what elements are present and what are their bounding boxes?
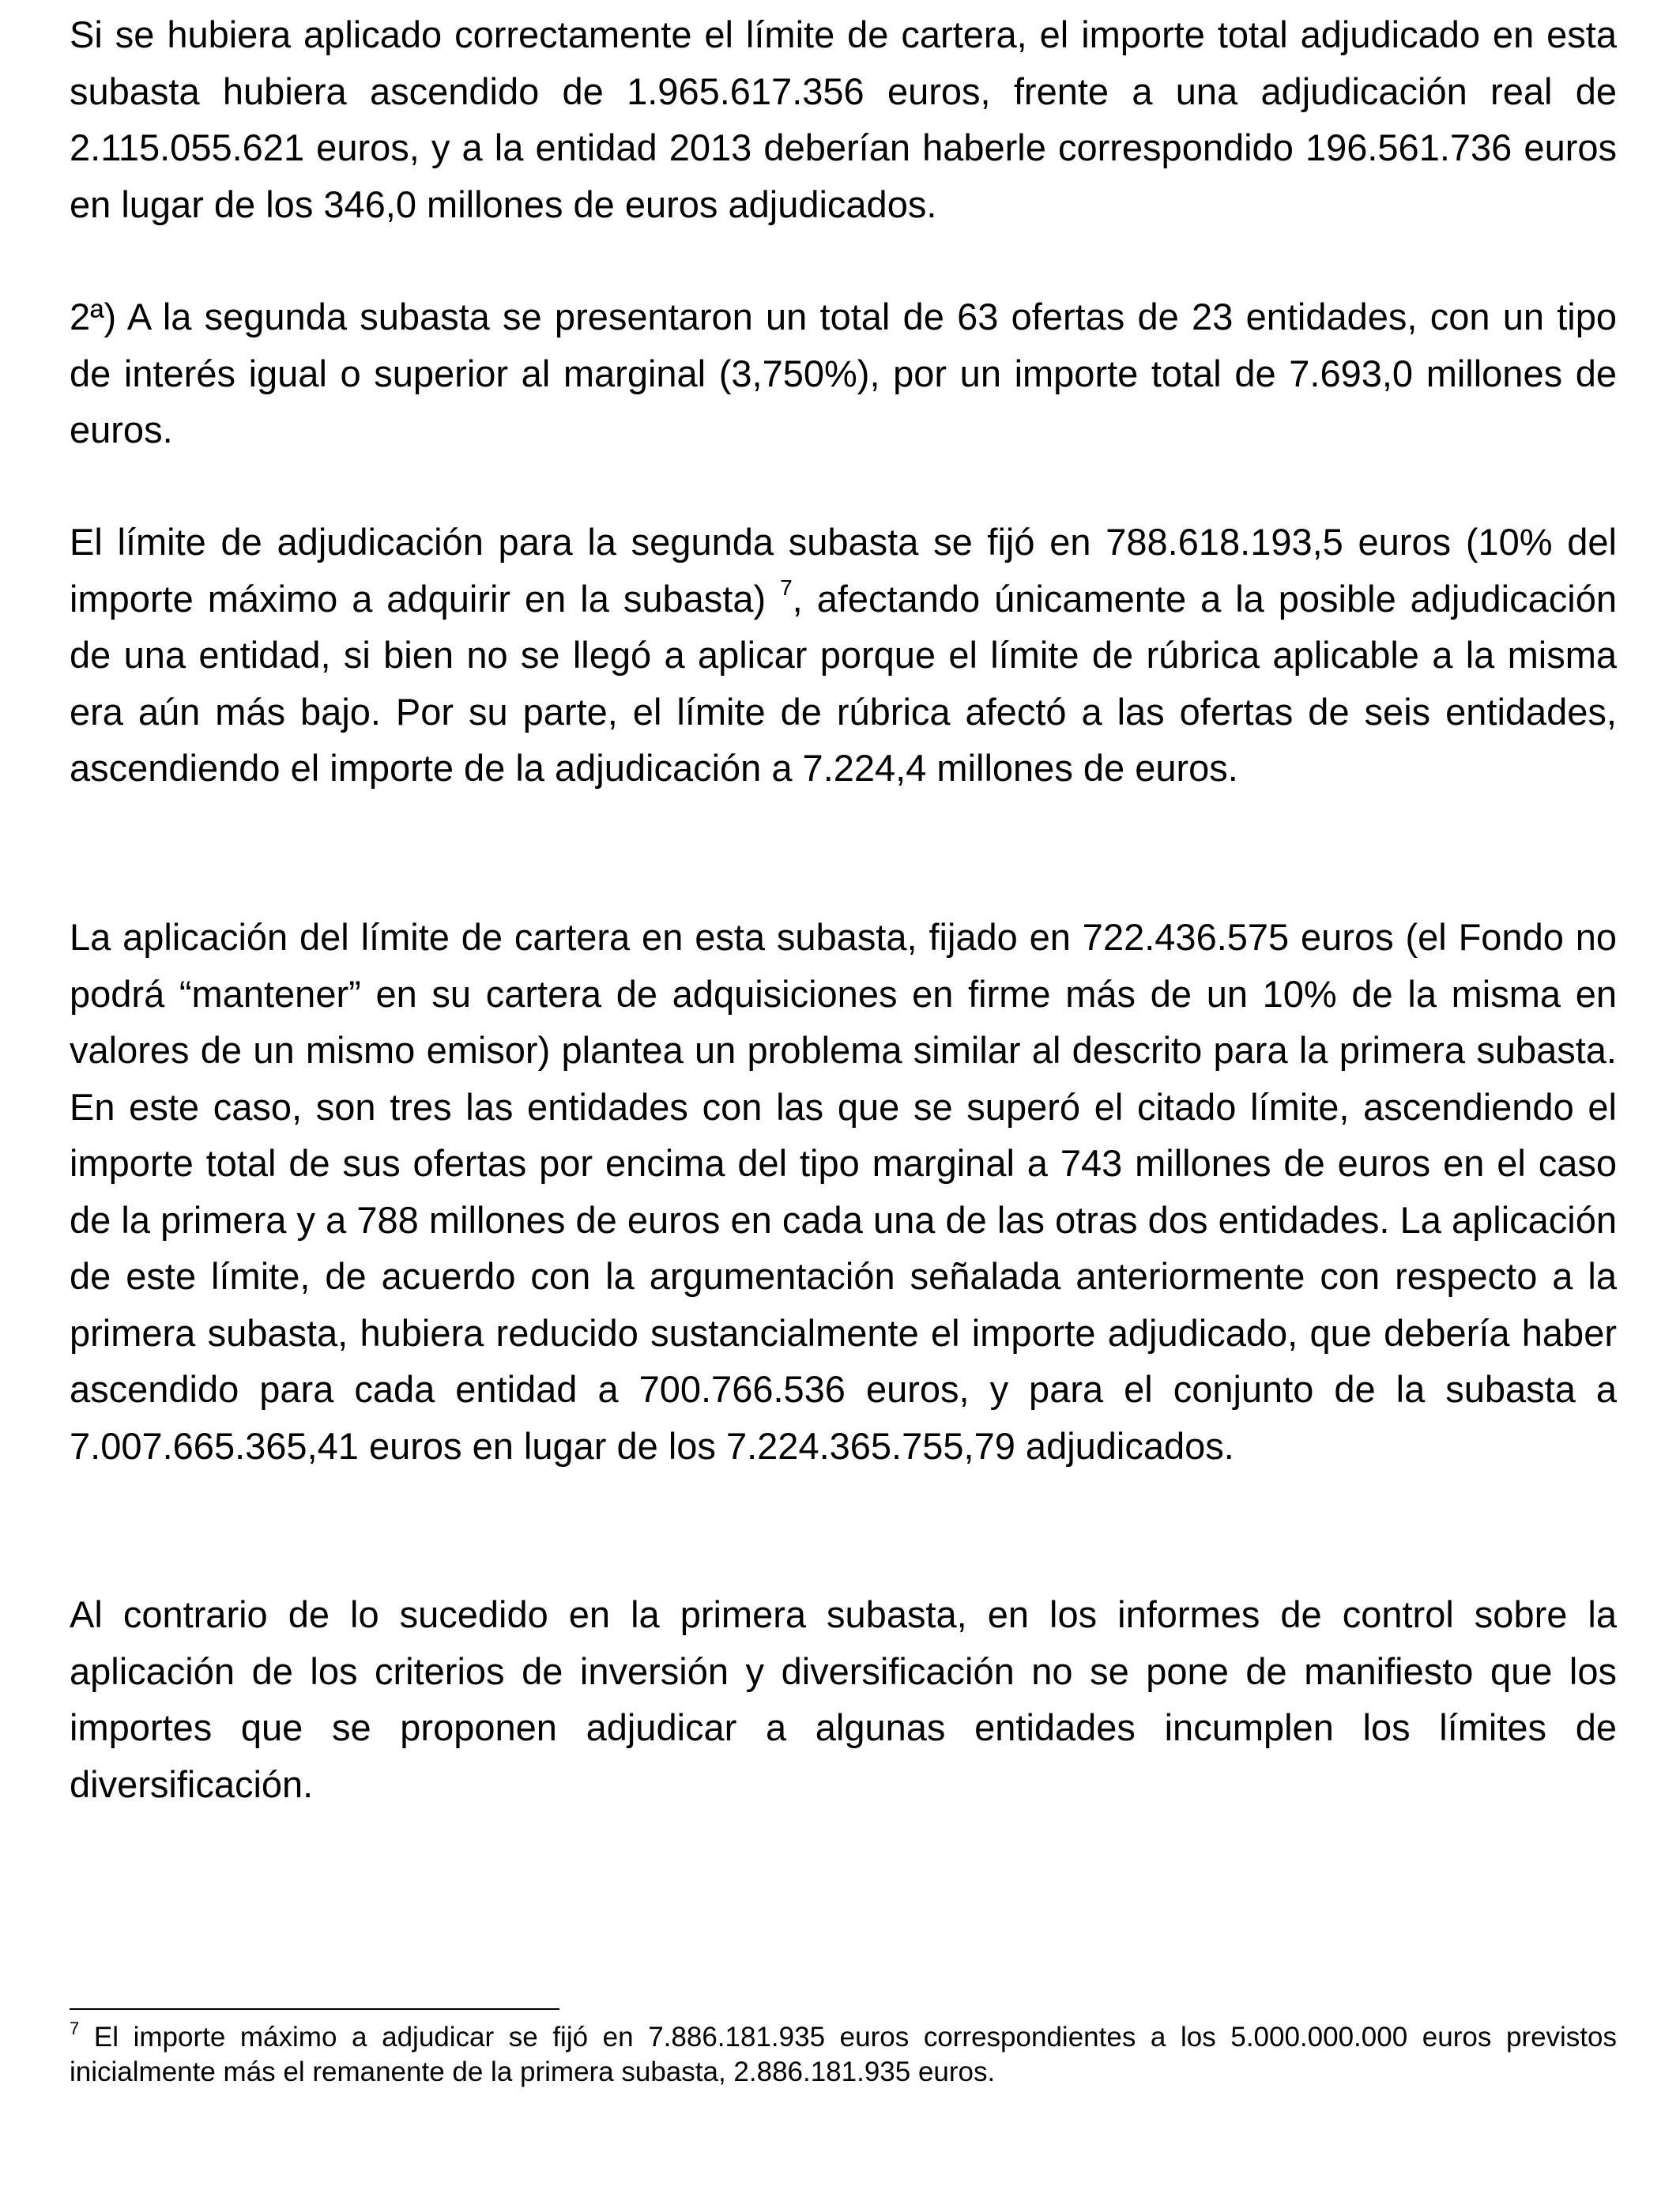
paragraph-adjudication-limit-text-a: El límite de adjudicación para la segunda subasta se fijó en 788.618.193,5 euros (10% del importe máximo a adquirir en la subasta) <box>70 521 1617 620</box>
footnote-number: 7 <box>70 2019 80 2039</box>
paragraph-portfolio-limit-second-auction: La aplicación del límite de cartera en esta subasta, fijado en 722.436.575 euros (el Fondo no podrá “mantener” en su cartera de adquisiciones en firme más de un 10% de la misma en valores de un mismo emisor) plantea un problema similar al descrito para la primera subasta. En este caso, son tres las entidades con las que se superó el citado límite, ascendiendo el importe total de sus ofertas por encima del tipo marginal a 743 millones de euros en el caso de la primera y a 788 millones de euros en cada una de las otras dos entidades. La aplicación de este límite, de acuerdo con la argumentación señalada anteriormente con respecto a la primera subasta, hubiera reducido sustancialmente el importe adjudicado, que debería haber ascendido para cada entidad a 700.766.536 euros, y para el conjunto de la subasta a 7.007.665.365,41 euros en lugar de los 7.224.365.755,79 adjudicados. <box>70 916 1617 1467</box>
paragraph-adjudication-limit-text-b: , afectando únicamente a la posible adjudicación de una entidad, si bien no se llegó a aplicar porque el límite de rúbrica aplicable a la misma era aún más bajo. Por su parte, el límite de rúbrica afectó a las ofertas de seis entidades, ascendiendo el importe de la adjudicación a 7.224,4 millones de euros. <box>70 577 1617 789</box>
paragraph-portfolio-limit-first-auction: Si se hubiera aplicado correctamente el límite de cartera, el importe total adjudicado en esta subasta hubiera ascendido de 1.965.617.356 euros, frente a una adjudicación real de 2.115.055.621 euros, y a la entidad 2013 deberían haberle correspondido 196.561.736 euros en lugar de los 346,0 millones de euros adjudicados. <box>70 13 1617 225</box>
footnote <box>70 2020 1617 2090</box>
paragraph-control-reports: Al contrario de lo sucedido en la primera subasta, en los informes de control sobre la aplicación de los criterios de inversión y diversificación no se pone de manifiesto que los importes que se proponen adjudicar a algunas entidades incumplen los límites de diversificación. <box>70 1593 1617 1805</box>
footnote-text: El importe máximo a adjudicar se fijó en 7.886.181.935 euros correspondientes a los 5.000.000.000 euros previstos inicialmente más el remanente de la primera subasta, 2.886.181.935 euros. <box>70 2022 1617 2087</box>
paragraph-second-auction-offers: 2ª) A la segunda subasta se presentaron un total de 63 ofertas de 23 entidades, con un tipo de interés igual o superior al marginal (3,750%), por un importe total de 7.693,0 millones de euros. <box>70 296 1617 450</box>
footnote-reference: 7 <box>780 575 793 600</box>
footnote-separator <box>70 2008 559 2010</box>
paragraph-adjudication-limit <box>70 514 1617 797</box>
